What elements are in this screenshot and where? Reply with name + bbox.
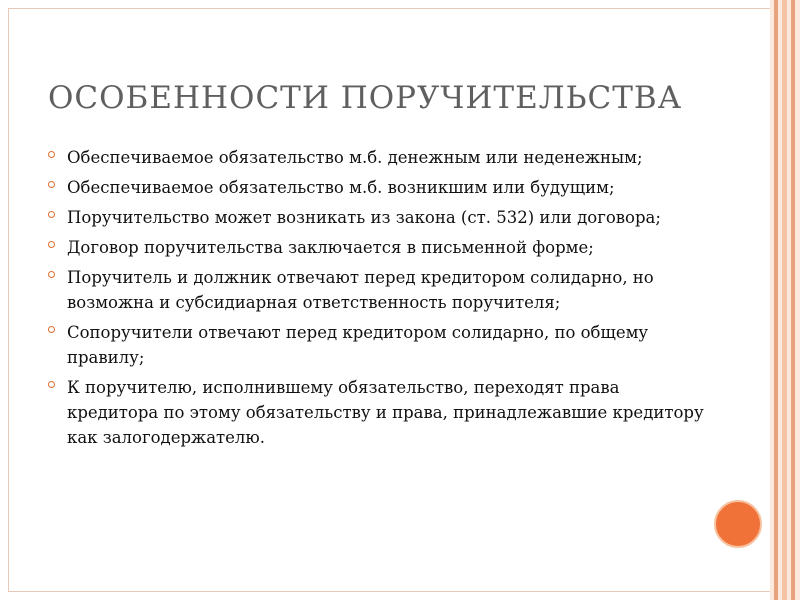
list-item: [48, 235, 708, 260]
list-item-text: Договор поручительства заключается в письменной форме;: [67, 238, 594, 257]
list-item: [48, 265, 708, 315]
bullet-icon: [48, 241, 55, 248]
list-item: [48, 145, 708, 170]
bullet-icon: [48, 181, 55, 188]
list-item: [48, 375, 708, 450]
list-item-text: Поручительство может возникать из закона (ст. 532) или договора;: [67, 208, 661, 227]
list-item: [48, 320, 708, 370]
list-item: [48, 175, 708, 200]
bullet-icon: [48, 151, 55, 158]
bullet-icon: [48, 271, 55, 278]
list-item-text: Обеспечиваемое обязательство м.б. возникшим или будущим;: [67, 178, 615, 197]
decorative-stripes: [770, 0, 800, 600]
bullet-icon: [48, 381, 55, 388]
list-item: [48, 205, 708, 230]
bullet-icon: [48, 326, 55, 333]
bullet-icon: [48, 211, 55, 218]
list-item-text: Обеспечиваемое обязательство м.б. денежным или неденежным;: [67, 148, 643, 167]
list-item-text: К поручителю, исполнившему обязательство, переходят права кредитора по этому обязательству и права, принадлежавшие кредитору как залогодержателю.: [67, 378, 704, 447]
list-item-text: Сопоручители отвечают перед кредитором солидарно, по общему правилу;: [67, 323, 649, 367]
list-item-text: Поручитель и должник отвечают перед кредитором солидарно, но возможна и субсидиарная ответственность поручителя;: [67, 268, 654, 312]
slide-title: ОСОБЕННОСТИ ПОРУЧИТЕЛЬСТВА: [48, 80, 683, 116]
decorative-circle-icon: [714, 500, 762, 548]
bullet-list: [48, 145, 708, 455]
